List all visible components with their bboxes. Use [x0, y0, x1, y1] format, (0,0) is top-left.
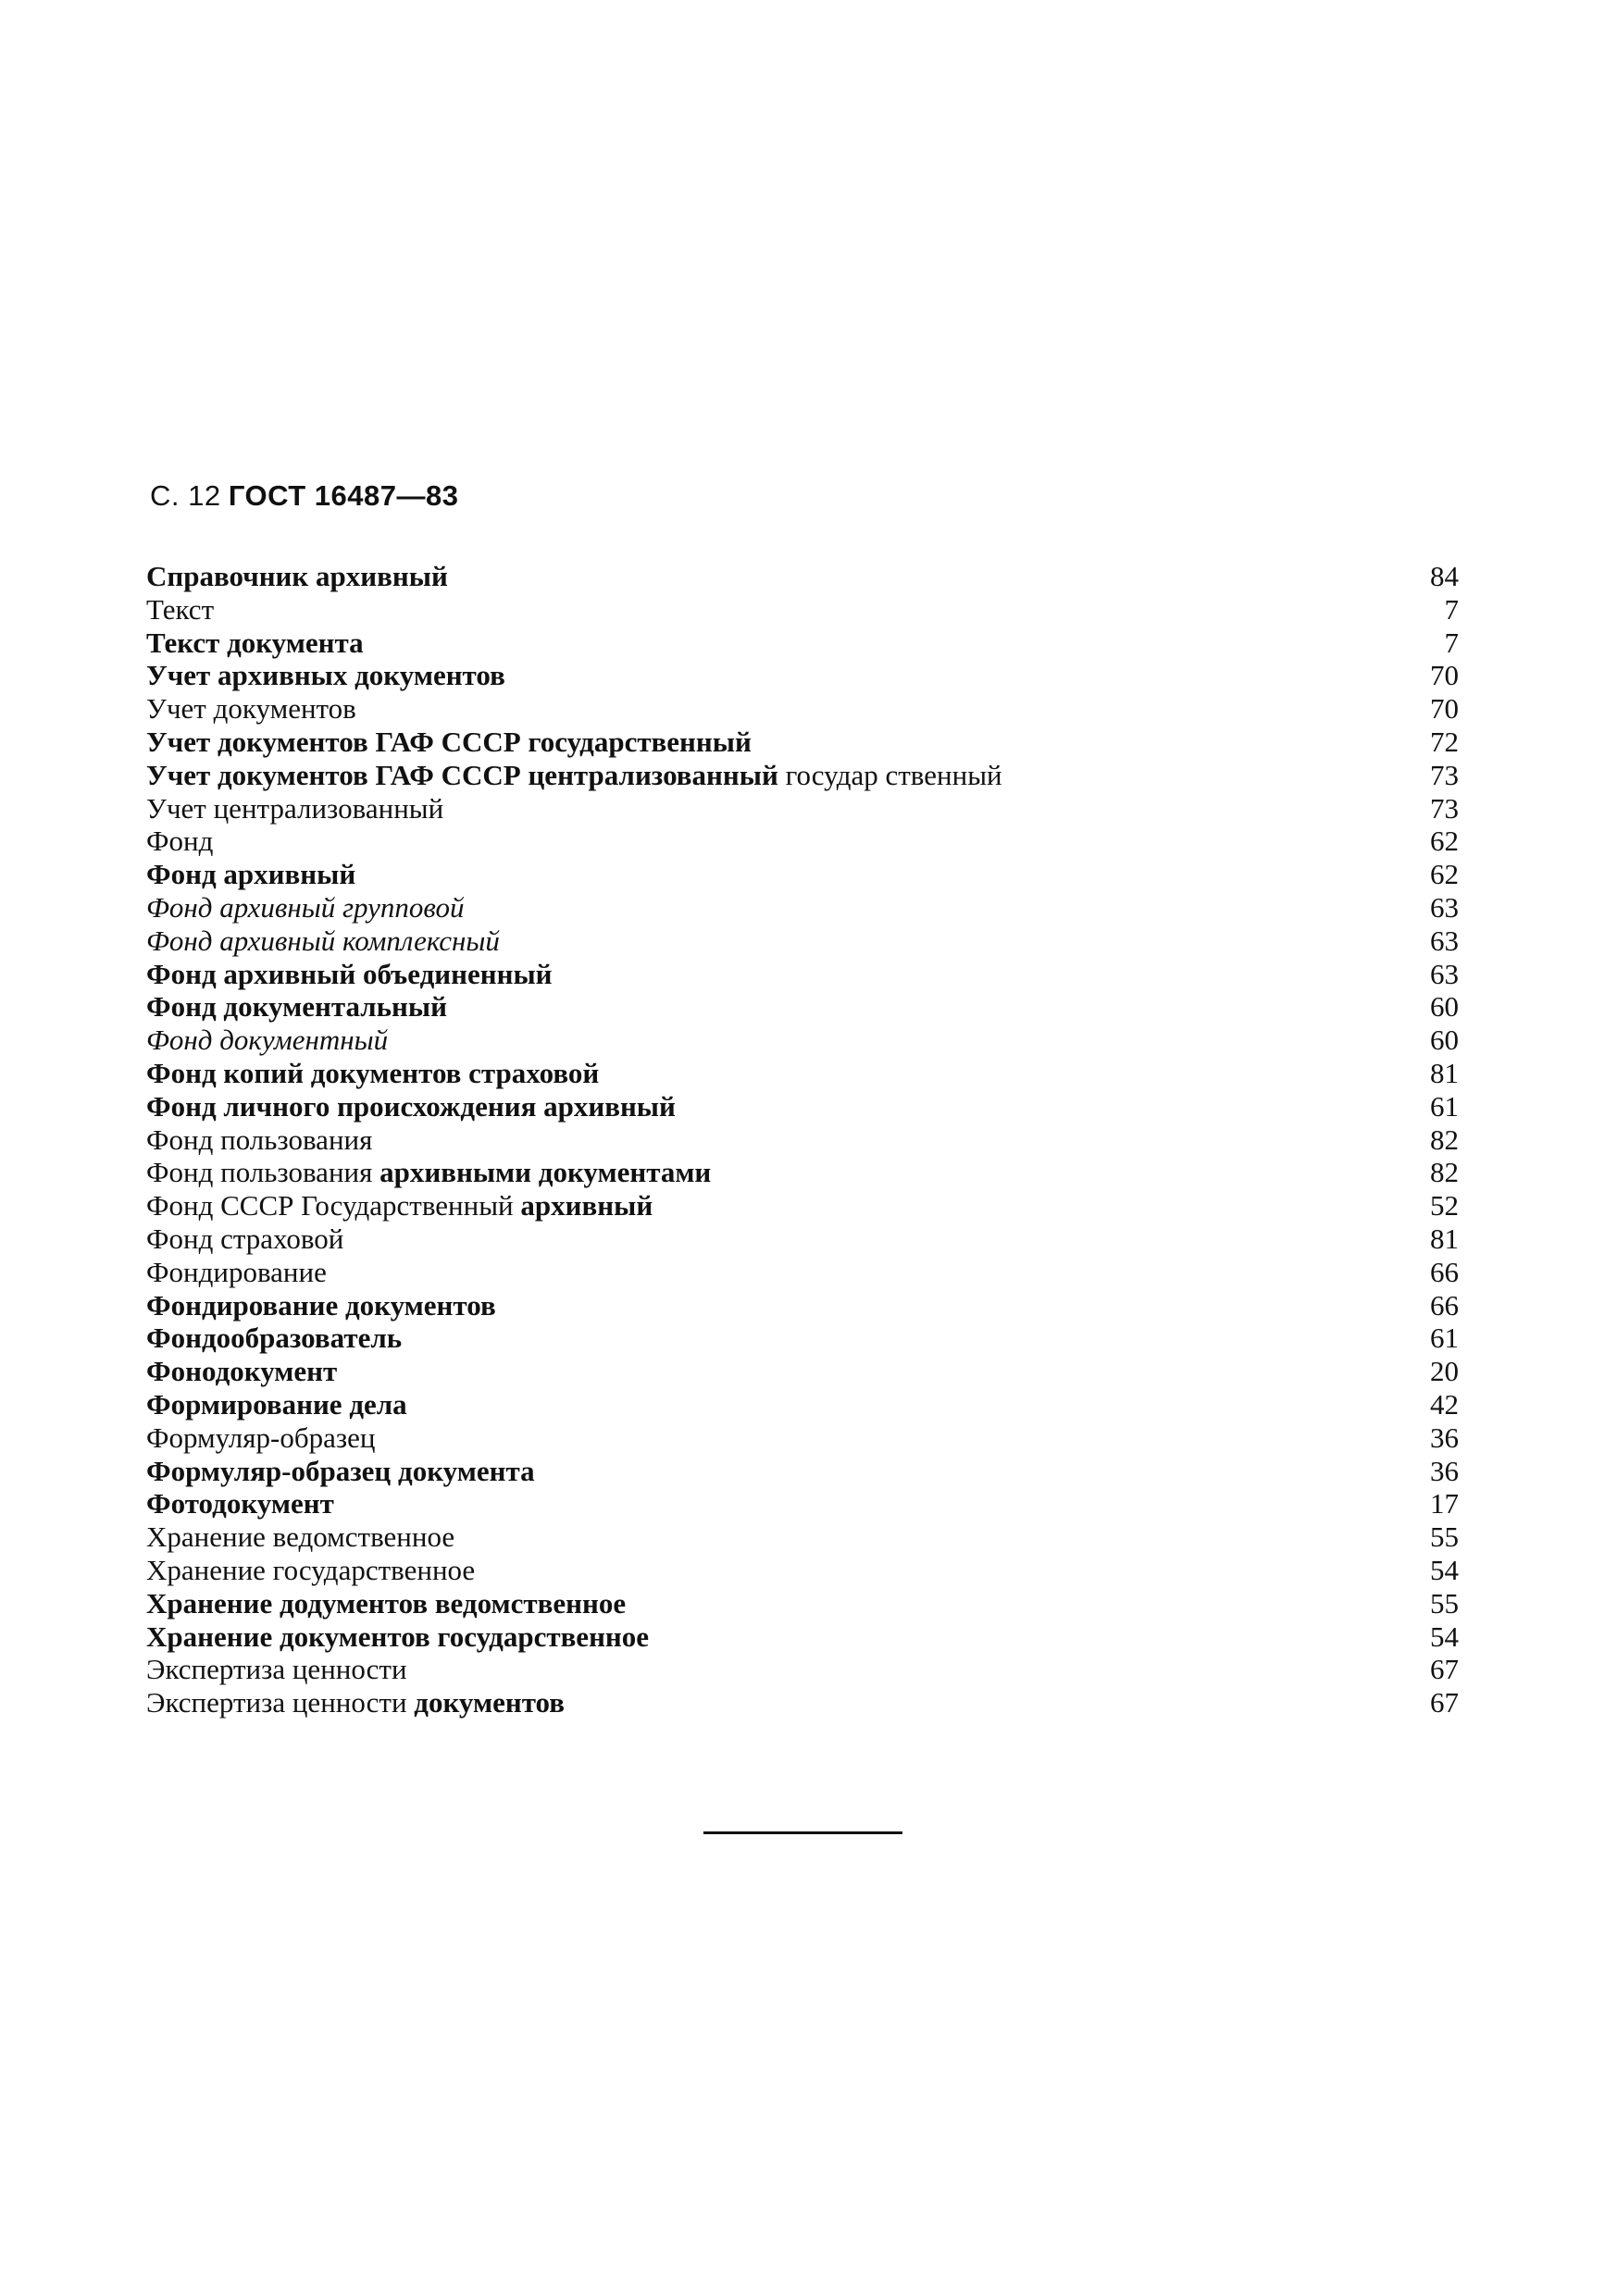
- term-segment: Экспертиза ценности: [146, 1686, 415, 1719]
- index-entry: [146, 659, 1459, 692]
- term-segment: Фонд архивный: [146, 858, 356, 891]
- index-term: [146, 990, 447, 1024]
- index-page-number: 82: [1430, 1123, 1459, 1156]
- index-term: [146, 1289, 496, 1322]
- term-segment: Фонд пользования: [146, 1156, 380, 1189]
- term-segment: Хранение государственное: [146, 1553, 476, 1586]
- index-term: [146, 627, 364, 660]
- index-page-number: 60: [1430, 1024, 1459, 1057]
- index-term: [146, 1388, 407, 1421]
- index-page-number: 54: [1430, 1620, 1459, 1653]
- index-page-number: 7: [1444, 592, 1459, 626]
- term-segment: Фонд архивный объединенный: [146, 957, 553, 990]
- index-entry: [146, 1388, 1459, 1421]
- index-page-number: 42: [1430, 1387, 1459, 1421]
- term-segment: Фонд страховой: [146, 1222, 344, 1255]
- index-entry: [146, 1289, 1459, 1322]
- index-entry: [146, 1421, 1459, 1455]
- index-entry: [146, 891, 1459, 925]
- term-segment: Формирование дела: [146, 1387, 407, 1421]
- index-entry: [146, 692, 1459, 726]
- index-entry: [146, 1156, 1459, 1189]
- term-segment: Учет документов: [146, 692, 356, 726]
- index-page-number: 66: [1430, 1288, 1459, 1322]
- index-term: [146, 825, 213, 858]
- index-page-number: 70: [1430, 692, 1459, 726]
- index-entry: [146, 1322, 1459, 1355]
- index-term: [146, 1587, 626, 1620]
- index-term: [146, 1222, 343, 1256]
- index-term: [146, 792, 443, 825]
- index-page-number: 54: [1430, 1553, 1459, 1586]
- term-segment: архивными документами: [379, 1156, 712, 1189]
- index-page-number: 61: [1430, 1322, 1459, 1355]
- index-term: [146, 1554, 475, 1587]
- index-term: [146, 1421, 375, 1455]
- index-term: [146, 1057, 599, 1090]
- index-term: [146, 1322, 402, 1355]
- index-page-number: 70: [1430, 659, 1459, 692]
- end-rule: [703, 1831, 902, 1834]
- index-page-number: 20: [1430, 1355, 1459, 1388]
- index-entry: [146, 1554, 1459, 1587]
- term-segment: Хранение ведомственное: [146, 1520, 455, 1554]
- term-segment: Фонодокумент: [146, 1355, 338, 1388]
- index-entry: [146, 759, 1459, 792]
- term-segment: Учет документов ГАФ СССР государственный: [146, 725, 752, 758]
- index-page-number: 67: [1430, 1686, 1459, 1719]
- term-segment: Формуляр-образец: [146, 1421, 376, 1454]
- index-page-number: 36: [1430, 1454, 1459, 1487]
- index-entry: [146, 958, 1459, 991]
- index-entry: [146, 1653, 1459, 1686]
- page-header: [150, 479, 459, 513]
- index-term: [146, 1189, 653, 1222]
- index-term: [146, 1156, 711, 1189]
- index-entry: [146, 593, 1459, 627]
- index-page-number: 63: [1430, 890, 1459, 924]
- index-term: [146, 1123, 372, 1157]
- index-entry: [146, 792, 1459, 825]
- index-term: [146, 1620, 649, 1654]
- term-segment: Фонд документный: [146, 1024, 389, 1057]
- term-segment: архивный: [520, 1189, 653, 1222]
- index-term: [146, 1455, 535, 1488]
- term-segment: Хранение документов государственное: [146, 1620, 650, 1653]
- index-term: [146, 1520, 454, 1554]
- index-entry: [146, 726, 1459, 759]
- term-segment: Фонд архивный групповой: [146, 890, 465, 924]
- index-page-number: 67: [1430, 1653, 1459, 1686]
- index-term: [146, 560, 448, 593]
- index-page-number: 60: [1430, 990, 1459, 1024]
- index-term: [146, 759, 1002, 792]
- index-term: [146, 1090, 676, 1123]
- term-segment: Хранение додументов ведомственное: [146, 1586, 627, 1620]
- term-segment: Фондирование: [146, 1255, 327, 1288]
- index-term: [146, 925, 500, 958]
- index-term: [146, 1024, 388, 1057]
- term-segment: Текст документа: [146, 626, 364, 659]
- term-segment: Формуляр-образец документа: [146, 1454, 535, 1487]
- index-term: [146, 958, 553, 991]
- term-segment: Учет централизованный: [146, 791, 444, 825]
- index-entry: [146, 825, 1459, 858]
- index-entry: [146, 560, 1459, 593]
- term-segment: Фотодокумент: [146, 1487, 334, 1520]
- index-term: [146, 726, 752, 759]
- index-term: [146, 1355, 337, 1388]
- index-term: [146, 1653, 407, 1686]
- index-entry: [146, 1520, 1459, 1554]
- index-page-number: 52: [1430, 1189, 1459, 1222]
- index-page-number: 72: [1430, 725, 1459, 758]
- page-number: С. 12: [150, 479, 221, 512]
- index-page-number: 55: [1430, 1520, 1459, 1554]
- index-term: [146, 858, 355, 891]
- term-segment: Учет архивных документов: [146, 659, 505, 692]
- index-entry: [146, 1256, 1459, 1289]
- term-segment: Учет документов ГАФ СССР централизованный: [146, 758, 786, 791]
- index-page-number: 73: [1430, 758, 1459, 791]
- term-segment: Фондирование документов: [146, 1288, 496, 1322]
- index-page-number: 66: [1430, 1255, 1459, 1288]
- index-entry: [146, 1455, 1459, 1488]
- term-segment: Фондообразователь: [146, 1322, 403, 1355]
- index-term: [146, 1686, 565, 1719]
- index-term: [146, 1487, 334, 1520]
- index-page-number: 81: [1430, 1056, 1459, 1089]
- index-entry: [146, 1123, 1459, 1157]
- index-page-number: 63: [1430, 957, 1459, 990]
- term-segment: документов: [414, 1686, 566, 1719]
- index-page-number: 82: [1430, 1156, 1459, 1189]
- index-entry: [146, 1620, 1459, 1654]
- index-page-number: 36: [1430, 1421, 1459, 1454]
- term-segment: Фонд СССР Государственный: [146, 1189, 521, 1222]
- index-entry: [146, 1587, 1459, 1620]
- standard-code: ГОСТ 16487—83: [228, 479, 459, 512]
- index-entry: [146, 1024, 1459, 1057]
- term-segment: Текст: [146, 592, 215, 626]
- index-entry: [146, 1057, 1459, 1090]
- index-page-number: 7: [1444, 626, 1459, 659]
- index-entry: [146, 627, 1459, 660]
- index-term: [146, 593, 214, 627]
- index-entry: [146, 858, 1459, 891]
- term-segment: Фонд: [146, 825, 214, 858]
- index-page-number: 55: [1430, 1586, 1459, 1620]
- index-entry: [146, 990, 1459, 1024]
- index-entry: [146, 925, 1459, 958]
- term-segment: Экспертиза ценности: [146, 1653, 407, 1686]
- term-segment: Фонд архивный комплексный: [146, 924, 500, 957]
- term-segment: Фонд пользования: [146, 1123, 373, 1156]
- term-segment: Фонд личного происхождения архивный: [146, 1089, 676, 1123]
- index-page-number: 62: [1430, 825, 1459, 858]
- term-index: [146, 560, 1459, 1719]
- index-term: [146, 659, 505, 692]
- index-page-number: 62: [1430, 858, 1459, 891]
- index-page-number: 73: [1430, 791, 1459, 825]
- index-page-number: 84: [1430, 560, 1459, 592]
- term-segment: Справочник архивный: [146, 560, 448, 592]
- index-page-number: 63: [1430, 924, 1459, 957]
- index-page-number: 17: [1430, 1487, 1459, 1520]
- term-segment: Фонд документальный: [146, 990, 447, 1024]
- index-page-number: 81: [1430, 1222, 1459, 1255]
- index-entry: [146, 1686, 1459, 1719]
- index-entry: [146, 1487, 1459, 1520]
- index-entry: [146, 1222, 1459, 1256]
- index-term: [146, 891, 464, 925]
- index-entry: [146, 1189, 1459, 1222]
- index-term: [146, 1256, 327, 1289]
- term-segment: государ ственный: [785, 758, 1002, 791]
- index-entry: [146, 1355, 1459, 1388]
- index-page-number: 61: [1430, 1089, 1459, 1123]
- index-entry: [146, 1090, 1459, 1123]
- term-segment: Фонд копий документов страховой: [146, 1056, 600, 1089]
- index-term: [146, 692, 356, 726]
